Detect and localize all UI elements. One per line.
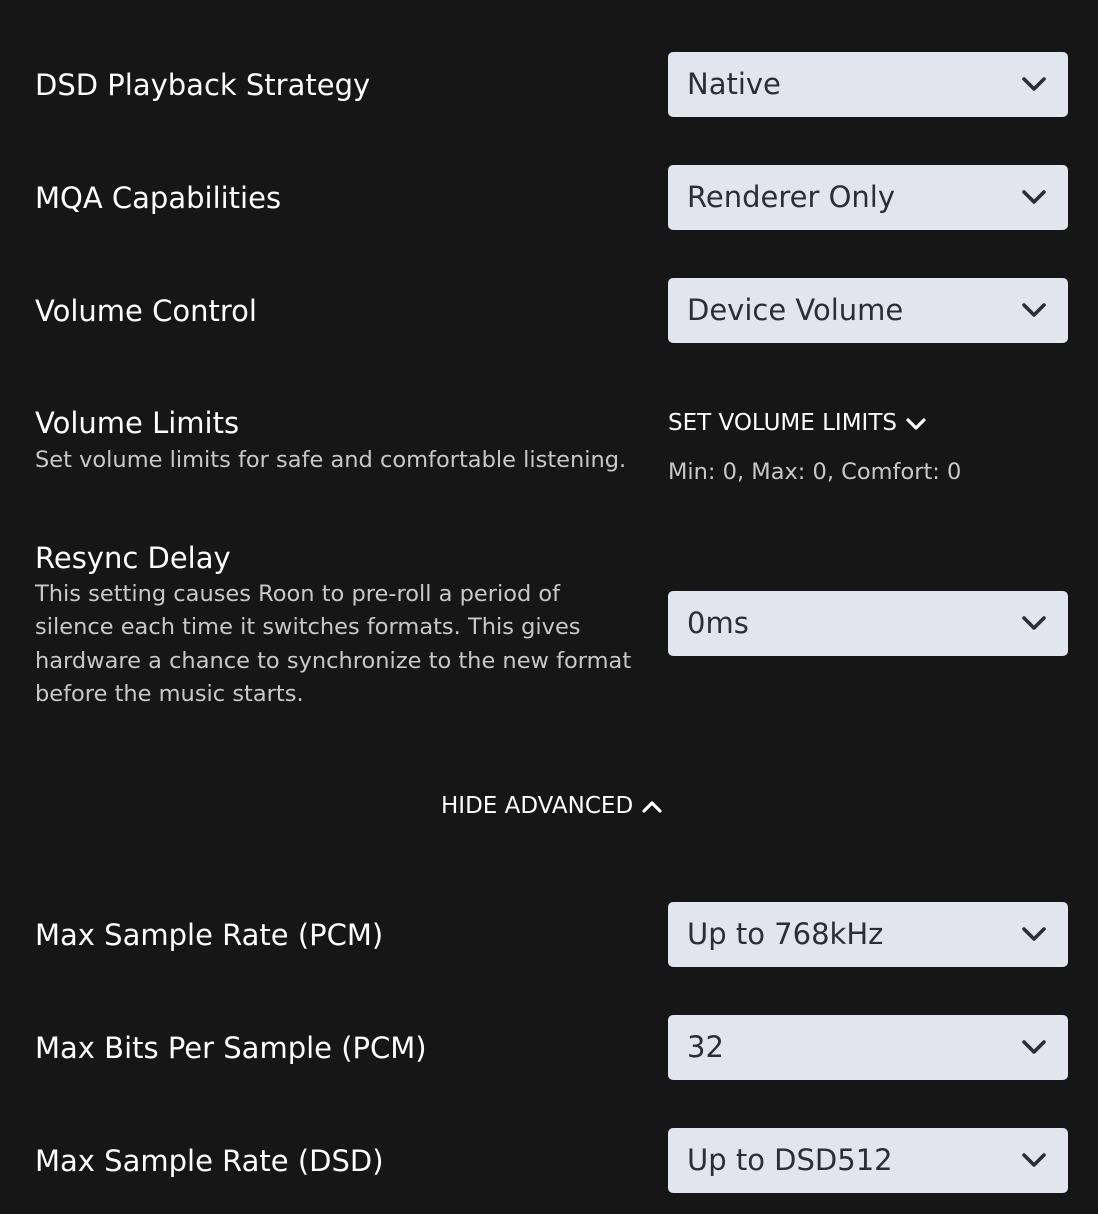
set-volume-limits-button[interactable]	[668, 408, 927, 438]
setting-label: Resync Delay	[35, 541, 231, 575]
chevron-down-icon	[1020, 1150, 1048, 1170]
select-value: Up to 768kHz	[687, 917, 884, 951]
mqa-capabilities-select[interactable]	[668, 165, 1068, 230]
setting-label: Max Bits Per Sample (PCM)	[35, 1031, 427, 1065]
select-value: 32	[687, 1030, 724, 1064]
setting-label: Volume Limits	[35, 406, 240, 440]
chevron-down-icon	[1020, 613, 1048, 633]
chevron-up-icon	[641, 799, 663, 815]
setting-label: DSD Playback Strategy	[35, 68, 371, 102]
setting-row-max-sample-rate-dsd	[35, 1128, 1068, 1193]
select-value: Native	[687, 67, 781, 101]
setting-label: Max Sample Rate (PCM)	[35, 918, 384, 952]
select-value: Device Volume	[687, 293, 904, 327]
chevron-down-icon	[1020, 924, 1048, 944]
setting-row-dsd-playback	[35, 52, 1068, 117]
volume-control-select[interactable]	[668, 278, 1068, 343]
volume-limits-summary: Min: 0, Max: 0, Comfort: 0	[668, 459, 962, 485]
chevron-down-icon	[1020, 300, 1048, 320]
setting-label: Max Sample Rate (DSD)	[35, 1144, 384, 1178]
chevron-down-icon	[905, 416, 927, 432]
max-sample-rate-pcm-select[interactable]	[668, 902, 1068, 967]
chevron-down-icon	[1020, 1037, 1048, 1057]
hide-advanced-button[interactable]	[441, 791, 663, 821]
setting-label: MQA Capabilities	[35, 181, 282, 215]
setting-row-volume-limits	[35, 405, 1068, 495]
setting-row-max-sample-rate-pcm	[35, 902, 1068, 967]
setting-row-mqa	[35, 165, 1068, 230]
setting-row-volume-control	[35, 278, 1068, 343]
chevron-down-icon	[1020, 74, 1048, 94]
setting-row-resync-delay	[35, 540, 1068, 715]
resync-delay-select[interactable]	[668, 591, 1068, 656]
setting-label: Volume Control	[35, 294, 257, 328]
select-value: Renderer Only	[687, 180, 896, 214]
dsd-playback-select[interactable]	[668, 52, 1068, 117]
select-value: 0ms	[687, 606, 749, 640]
chevron-down-icon	[1020, 187, 1048, 207]
select-value: Up to DSD512	[687, 1143, 893, 1177]
setting-row-max-bits-pcm	[35, 1015, 1068, 1080]
setting-description: This setting causes Roon to pre-roll a period of silence each time it switches formats. This gives hardware a chance to synchronize to the new format before the music starts.	[35, 581, 632, 707]
link-label: SET VOLUME LIMITS	[668, 410, 897, 436]
link-label: HIDE ADVANCED	[441, 793, 634, 819]
setting-description: Set volume limits for safe and comfortable listening.	[35, 447, 627, 473]
max-sample-rate-dsd-select[interactable]	[668, 1128, 1068, 1193]
max-bits-pcm-select[interactable]	[668, 1015, 1068, 1080]
